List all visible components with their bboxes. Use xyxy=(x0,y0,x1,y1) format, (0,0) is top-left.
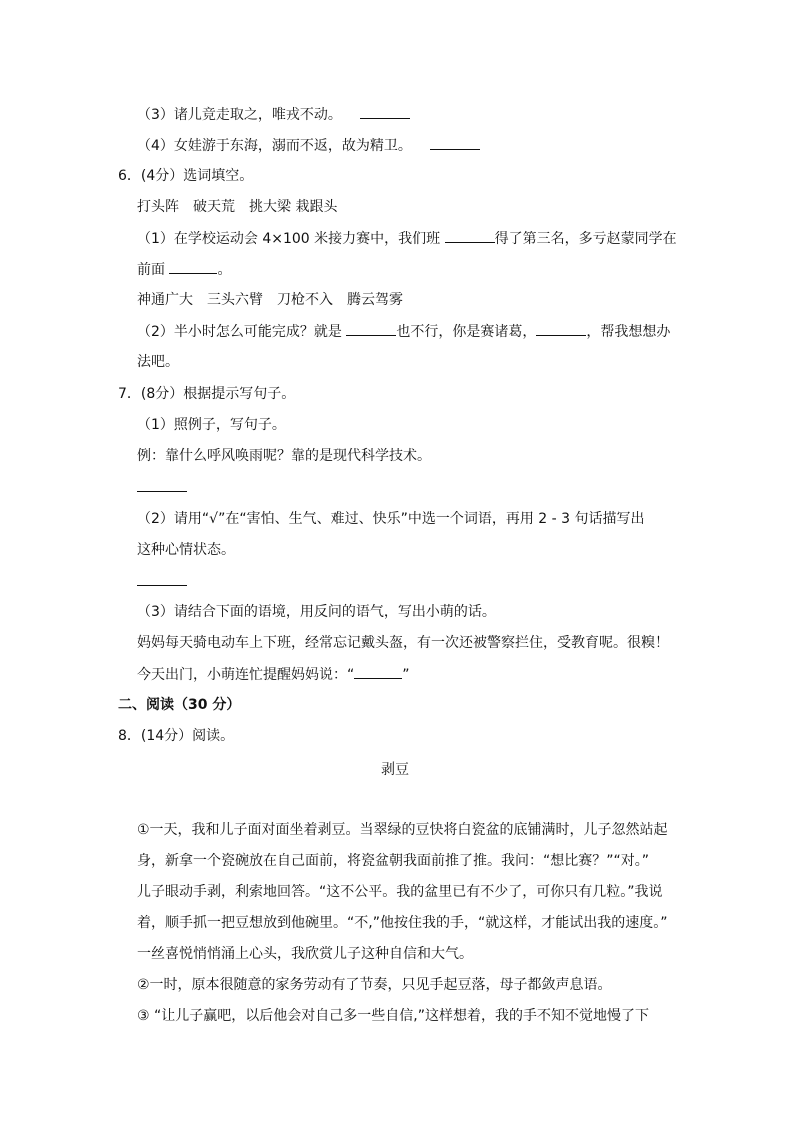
q6-s2-text-3: ，帮我想想办 xyxy=(586,324,671,340)
q6-sentence-2-cont: 法吧。 xyxy=(137,354,179,370)
q6-s2-text-2: 也不行，你是赛诸葛， xyxy=(396,324,537,340)
q7-context-2 xyxy=(137,664,410,685)
q7-answer-line-2 xyxy=(137,571,187,592)
q7-context-2-text: 今天出门，小萌连忙提醒妈妈说：“ xyxy=(137,667,355,683)
q7-context-2-end: ” xyxy=(402,667,410,683)
passage-p1-line-2: 身，新拿一个瓷碗放在自己面前，将瓷盆朝我面前推了推。我问：“想比赛？”“对。” xyxy=(137,853,650,869)
passage-p3-line-1: ③ “让儿子赢吧，以后他会对自己多一些自信,”这样想着，我的手不知不觉地慢了下 xyxy=(137,1008,649,1024)
answer-blank[interactable] xyxy=(137,571,187,586)
answer-blank[interactable] xyxy=(137,477,187,492)
q8-header: 8．(14分）阅读。 xyxy=(118,728,235,744)
q6-sentence-1 xyxy=(137,228,677,249)
q5-item-4 xyxy=(137,135,480,156)
passage-p1-line-1: ①一天，我和儿子面对面坐着剥豆。当翠绿的豆快将白瓷盆的底铺满时，儿子忽然站起 xyxy=(137,822,668,838)
answer-blank[interactable] xyxy=(445,228,495,243)
q6-s1-text: （1）在学校运动会 4×100 米接力赛中，我们班 xyxy=(137,231,445,247)
answer-blank[interactable] xyxy=(430,135,480,150)
answer-blank[interactable] xyxy=(169,259,217,274)
q7-example: 例：靠什么呼风唤雨呢？靠的是现代科学技术。 xyxy=(137,448,431,464)
answer-blank[interactable] xyxy=(536,321,586,336)
q6-header: 6．(4分）选词填空。 xyxy=(118,168,254,184)
q5-item-4-text: （4）女娃游于东海，溺而不返，故为精卫。 xyxy=(137,138,412,154)
q5-item-3 xyxy=(137,104,410,125)
passage-p1-line-3: 儿子眼动手剥，利索地回答。“这不公平。我的盆里已有不少了，可你只有几粒。”我说 xyxy=(137,884,663,900)
q6-s1-text-2: 得了第三名，多亏赵蒙同学在 xyxy=(494,231,677,247)
passage-p1-line-5: 一丝喜悦悄悄涌上心头，我欣赏儿子这种自信和大气。 xyxy=(137,946,473,962)
answer-blank[interactable] xyxy=(360,104,410,119)
q7-sub-3: （3）请结合下面的语境，用反问的语气，写出小萌的话。 xyxy=(137,604,496,620)
q7-sub-2-line-2: 这种心情状态。 xyxy=(137,542,235,558)
q6-word-options-2: 神通广大 三头六臂 刀枪不入 腾云驾雾 xyxy=(137,292,403,308)
q7-sub-2-line-1: （2）请用“√”在“害怕、生气、难过、快乐”中选一个词语，再用 2 - 3 句话描写出 xyxy=(137,511,645,527)
answer-blank[interactable] xyxy=(346,321,396,336)
q6-sentence-2 xyxy=(137,321,670,342)
passage-p2: ②一时，原本很随意的家务劳动有了节奏，只见手起豆落，母子都敛声息语。 xyxy=(137,977,612,993)
q6-s2-text: （2）半小时怎么可能完成？就是 xyxy=(137,324,347,340)
passage-title: 剥豆 xyxy=(381,762,409,778)
answer-blank[interactable] xyxy=(354,664,402,679)
q6-word-options-1: 打头阵 破天荒 挑大梁 栽跟头 xyxy=(137,199,338,215)
q7-sub-1: （1）照例子，写句子。 xyxy=(137,417,286,433)
q5-item-3-text: （3）诸儿竞走取之，唯戎不动。 xyxy=(137,107,342,123)
q7-context-1: 妈妈每天骑电动车上下班，经常忘记戴头盔，有一次还被警察拦住，受教育呢。很糗！ xyxy=(137,635,669,651)
q6-s1-end: 。 xyxy=(217,262,232,278)
passage-p1-line-4: 着，顺手抓一把豆想放到他碗里。“不,”他按住我的手，“就这样，才能试出我的速度。” xyxy=(137,915,668,931)
q6-s1-cont-text: 前面 xyxy=(137,262,170,278)
q6-sentence-1-cont xyxy=(137,259,231,280)
q7-answer-line-1 xyxy=(137,477,187,498)
q7-header: 7．(8分）根据提示写句子。 xyxy=(118,386,296,402)
section-heading: 二、阅读（30 分） xyxy=(118,697,241,713)
